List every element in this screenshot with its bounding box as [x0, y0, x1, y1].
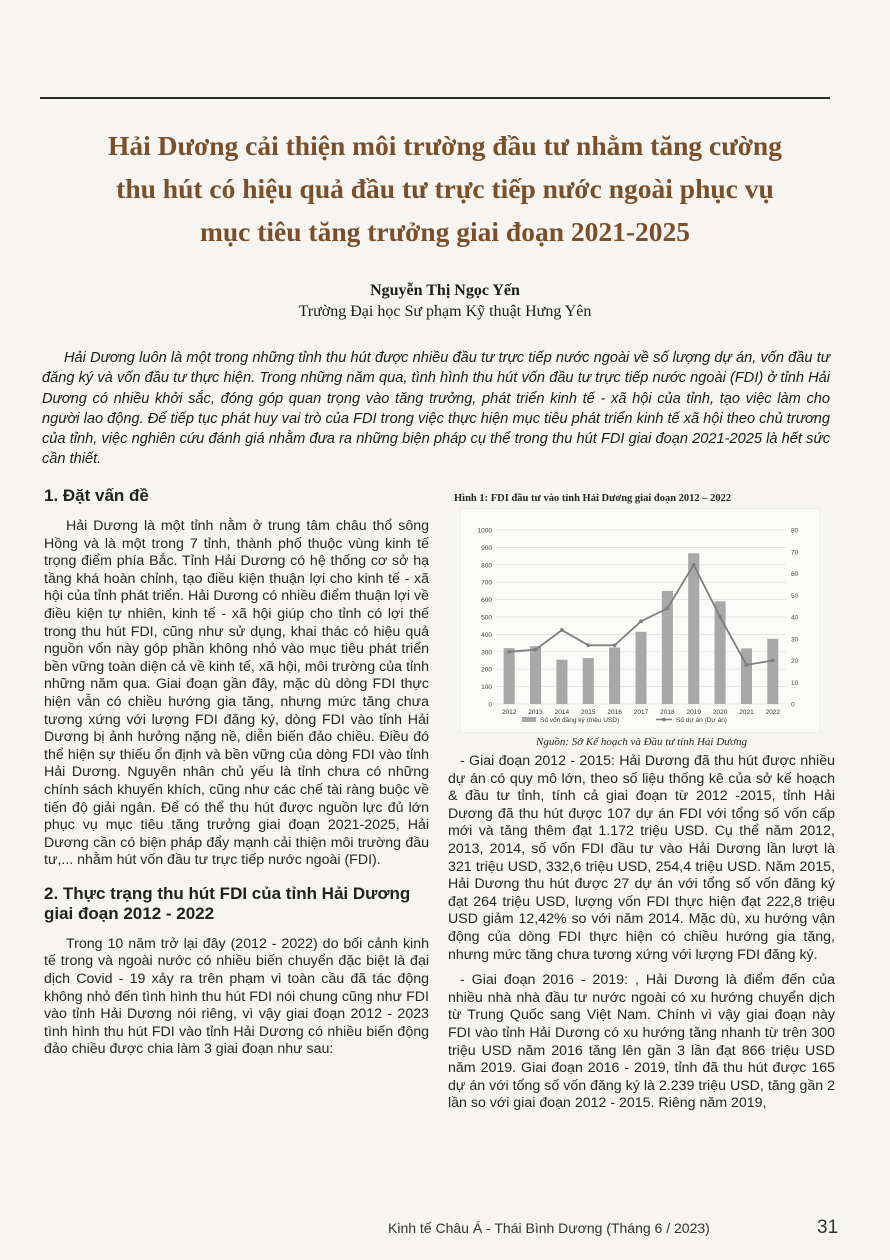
y-left-tick-label: 200 [481, 666, 492, 674]
bar [530, 646, 541, 704]
line-point [613, 643, 617, 647]
abstract: Hải Dương luôn là một trong những tỉnh thu hút được nhiều đầu tư trực tiếp nước ngoài về số lượng dự án, vốn đầu tư đăng ký và vốn đầu tư thực hiện. Trong những năm qua, tình hình thu hút vốn đầu tư trực tiếp nước ngoài (FDI) ở tỉnh Hải Dương có nhiều khởi sắc, đóng góp quan trọng vào tăng trưởng, phát triển kinh tế - xã hội của tỉnh, tạo việc làm cho người lao động. Để tiếp tục phát huy vai trò của FDI trong việc thực hiện mục tiêu phát triển kinh tế xã hội theo chủ trương của tỉnh, việc nghiên cứu đánh giá nhằm đưa ra những biện pháp cụ thể trong thu hút FDI giai đoạn 2021-2025 là hết sức cần thiết. [42, 350, 830, 468]
x-tick-label: 2017 [633, 709, 649, 716]
line-point [534, 648, 538, 652]
legend-line-label: Số dự án (Dự án) [676, 717, 727, 724]
legend-bar-label: Số vốn đăng ký (triệu USD) [540, 717, 620, 724]
section-1-body: Hải Dương là một tỉnh nằm ở trung tâm châu thổ sông Hồng và là một trong 7 tỉnh, thành phố thuộc vùng kinh tế trọng điểm phía Bắc. Tỉnh Hải Dương có hệ thống cơ sở hạ tầng khá hoàn chỉnh, tạo điều kiện thuận lợi cho kinh tế - xã hội của tỉnh phát triển. Hải Dương có nhiều điểm thuận lợi về điều kiện tự nhiên, kinh tế - xã hội giúp cho tỉnh có lợi thế trong thu hút FDI, cũng như sử dụng, khai thác có hiệu quả nguồn vốn này góp phần không nhỏ vào mục tiêu phát triển bền vững toàn diện cả về kinh tế, xã hội, môi trường của tỉnh những năm qua. Giai đoạn gần đây, mặc dù dòng FDI thực hiện vẫn có chiều hướng gia tăng, nhưng mức tăng chưa tương xứng với lượng FDI đăng ký, dòng FDI vào tỉnh Hải Dương bị ảnh hưởng nặng nề, diễn biến đảo chiều. Điều đó thể hiện sự thiếu ổn định và bền vững của dòng FDI vào tỉnh Hải Dương. Nguyên nhân chủ yếu là tỉnh chưa có những chính sách khuyến khích, cũng như các chế tài ràng buộc về tiến độ giải ngân. Để có thể thu hút được nguồn lực đủ lớn phục vụ mục tiêu tăng trưởng giai đoạn 2021-2025, Hải Dương cần có biện pháp đẩy mạnh cải thiện môi trường đầu tư,... nhằm hút vốn đầu tư trực tiếp nước ngoài (FDI). [44, 518, 429, 869]
x-tick-label: 2013 [528, 709, 543, 716]
y-right-tick-label: 0 [791, 701, 795, 709]
line-point [586, 643, 590, 647]
figure-source: Nguồn: Sở Kế hoạch và Đầu tư tỉnh Hải Dương [535, 736, 748, 748]
legend-bar-swatch [522, 717, 536, 722]
line-point [639, 619, 643, 623]
x-tick-label: 2021 [739, 709, 754, 716]
bar [767, 639, 778, 704]
x-tick-label: 2012 [501, 709, 517, 716]
y-left-tick-label: 600 [481, 597, 492, 605]
y-left-tick-label: 900 [481, 544, 492, 552]
y-left-tick-label: 100 [481, 684, 492, 692]
y-right-tick-label: 60 [791, 571, 799, 578]
line-point [560, 628, 564, 632]
x-tick-label: 2016 [607, 709, 622, 716]
fdi-chart [460, 508, 820, 733]
x-tick-label: 2019 [686, 709, 701, 716]
author-affiliation: Trường Đại học Sư phạm Kỹ thuật Hưng Yên [298, 303, 592, 320]
x-tick-label: 2022 [765, 709, 781, 716]
bar [556, 660, 567, 704]
y-left-tick-label: 1000 [477, 527, 492, 535]
period-2012-2015-paragraph: - Giai đoạn 2012 - 2015: Hải Dương đã thu hút được nhiều dự án có quy mô lớn, theo số liệu thống kê của sở kế hoạch & đầu tư tỉnh, tính cả giai đoạn từ 2012 -2015, tỉnh Hải Dương đã thu hút được 107 dự án FDI với tổng số vốn cấp mới và tăng thêm đạt 1.172 triệu USD. Cụ thể năm 2012, 2013, 2014, số vốn FDI đầu tư vào Hải Dương lần lượt là 321 triệu USD, 332,6 triệu USD, 254,4 triệu USD. Năm 2015, Hải Dương thu hút được 27 dự án với tổng số vốn đăng ký đạt 264 triệu USD, lượng vốn FDI thực hiện đạt 222,8 triệu USD giảm 12,42% so với năm 2014. Mặc dù, xu hướng vận động của dòng FDI thực hiện có chiều hướng gia tăng, nhưng mức tăng chưa tương xứng với lượng FDI đăng ký. [448, 753, 835, 963]
x-tick-label: 2020 [712, 709, 728, 716]
title-line: thu hút có hiệu quả đầu tư trực tiếp nước ngoài phục vụ [116, 173, 774, 204]
y-right-tick-label: 30 [791, 636, 799, 644]
title-line: Hải Dương cải thiện môi trường đầu tư nhằm tăng cường [108, 130, 782, 161]
y-left-tick-label: 800 [481, 562, 492, 570]
x-tick-label: 2014 [554, 709, 570, 716]
y-left-tick-label: 400 [481, 631, 492, 639]
y-left-tick-label: 500 [481, 614, 492, 622]
period-2016-2019-paragraph: - Giai đoạn 2016 - 2019: , Hải Dương là điểm đến của nhiều nhà nhà đầu tư nước ngoài có xu hướng chuyển dịch từ Trung Quốc sang Việt Nam. Chính vì vậy giai đoạn này FDI vào tỉnh Hải Dương có xu hướng tăng nhanh từ trên 300 triệu USD năm 2016 tăng lên gần 3 lần đạt 866 triệu USD năm 2019. Giai đoạn 2016 - 2019, tỉnh đã thu hút được 165 dự án với tổng số vốn đăng ký là 2.239 triệu USD, tăng gần 2 lần so với giai đoạn 2012 - 2015. Riêng năm 2019, [448, 972, 835, 1112]
y-left-tick-label: 300 [481, 649, 492, 657]
page-number: 31 [817, 1217, 839, 1238]
journal-footer: Kinh tế Châu Á - Thái Bình Dương (Tháng 6 / 2023) [388, 1220, 710, 1236]
x-tick-label: 2018 [660, 709, 675, 716]
figure-title: Hình 1: FDI đầu tư vào tỉnh Hải Dương giai đoạn 2012 – 2022 [454, 493, 732, 504]
article-title [30, 124, 860, 253]
line-point [745, 663, 749, 667]
bar [609, 647, 620, 704]
bar [635, 632, 646, 704]
fdi-chart-svg [460, 508, 820, 733]
right-column [448, 492, 835, 1121]
line-point [692, 563, 696, 567]
bar [688, 553, 699, 704]
section-1-heading: 1. Đặt vấn đề [44, 486, 149, 505]
line-point [665, 606, 669, 610]
author-name: Nguyễn Thị Ngọc Yến [370, 282, 520, 299]
line-point [718, 615, 722, 619]
section-2-body: Trong 10 năm trở lại đây (2012 - 2022) do bối cảnh kinh tế trong và ngoài nước có nhiều biến chuyển đặc biệt là đại dịch Covid - 19 xảy ra trên phạm vi toàn cầu đã tác động không nhỏ đến tình hình thu hút FDI nói chung cũng như FDI vào tỉnh Hải Dương nói riêng, vì vậy giai đoạn 2012 - 2023 tình hình thu hút FDI vào tỉnh Hải Dương có nhiều biến động đảo chiều được chia làm 3 giai đoạn như sau: [44, 935, 429, 1058]
y-left-tick-label: 700 [481, 579, 492, 587]
legend-line-marker [662, 718, 666, 722]
y-left-tick-label: 0 [488, 701, 492, 709]
line-point [507, 650, 511, 654]
bar [583, 658, 594, 704]
y-right-tick-label: 50 [791, 592, 799, 600]
y-right-tick-label: 20 [791, 658, 799, 665]
y-right-tick-label: 40 [791, 614, 799, 622]
section-2-heading: 2. Thực trạng thu hút FDI của tỉnh Hải Dương giai đoạn 2012 - 2022 [44, 883, 411, 923]
y-right-tick-label: 70 [791, 549, 799, 557]
y-right-tick-label: 10 [791, 679, 799, 687]
title-line: mục tiêu tăng trưởng giai đoạn 2021-2025 [199, 216, 691, 247]
y-right-tick-label: 80 [791, 527, 799, 535]
top-rule [40, 97, 830, 99]
x-tick-label: 2015 [581, 709, 596, 716]
bar [504, 648, 515, 704]
left-column [44, 486, 429, 1067]
line-point [771, 659, 775, 663]
